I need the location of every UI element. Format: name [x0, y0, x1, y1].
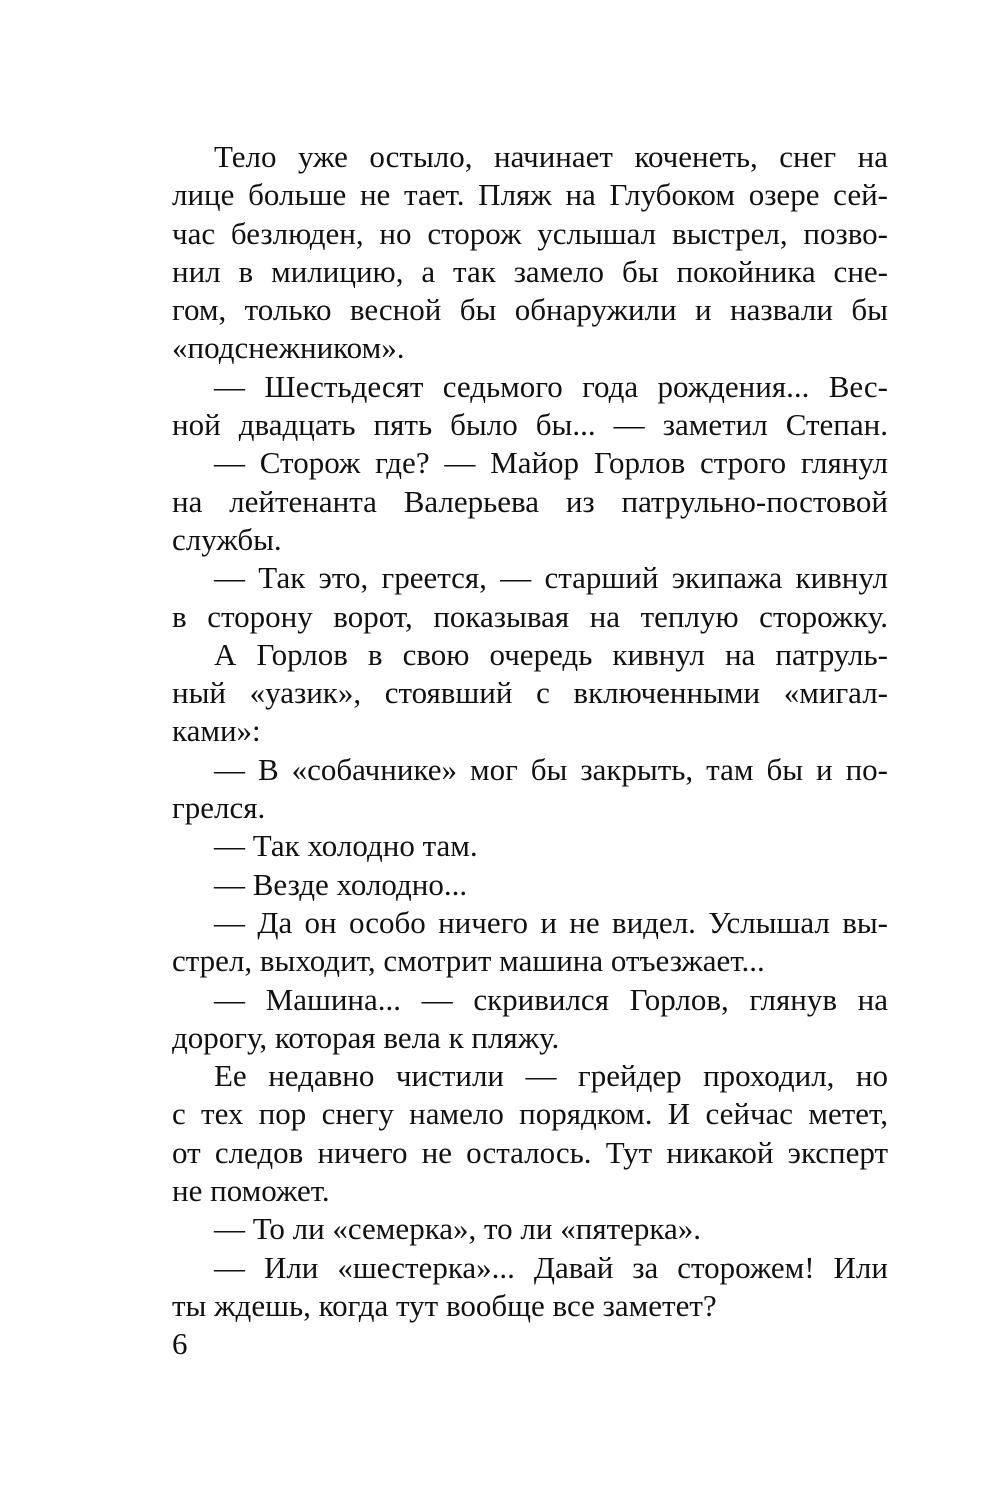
text-line: Ее недавно чистили — грейдер проходил, но	[214, 1058, 888, 1094]
text-line: грелся.	[172, 790, 266, 826]
text-line: — Да он особо ничего и не видел. Услышал вы-	[214, 904, 888, 940]
text-line: Тело уже остыло, начинает коченеть, снег на	[214, 139, 888, 174]
text-line: — Или «шестерка»... Давай за сторожем! Или	[214, 1249, 888, 1285]
text-line: службы.	[172, 521, 282, 557]
text-line: с тех пор снегу намело порядком. И сейчас метет,	[172, 1096, 888, 1132]
text-line: — Так это, греется, — старший экипажа кивнул	[214, 560, 888, 596]
text-body	[172, 138, 888, 1325]
text-line: — Сторож где? — Майор Горлов строго глянул	[214, 445, 888, 481]
text-line: гом, только весной бы обнаружили и назвали бы	[172, 292, 888, 328]
text-line: ты ждешь, когда тут вообще все заметет?	[172, 1287, 717, 1323]
text-line: от следов ничего не осталось. Тут никакой эксперт	[172, 1134, 888, 1170]
text-line: дорогу, которая вела к пляжу.	[172, 1019, 560, 1055]
text-line: ной двадцать пять было бы... — заметил Степан.	[172, 407, 888, 443]
text-line: — Шестьдесят седьмого года рождения... Вес-	[214, 368, 888, 404]
text-line: лице больше не тает. Пляж на Глубоком озере сей-	[172, 177, 888, 213]
text-line: — Машина... — скривился Горлов, глянув на	[214, 981, 888, 1017]
text-line: на лейтенанта Валерьева из патрульно-постовой	[172, 483, 888, 519]
page-number: 6	[172, 1326, 188, 1361]
text-line: — То ли «семерка», то ли «пятерка».	[214, 1211, 701, 1247]
text-line: ный «уазик», стоявший с включенными «мигал-	[172, 675, 888, 711]
text-line: нил в милицию, а так замело бы покойника сне-	[172, 253, 888, 289]
text-line: «подснежником».	[172, 330, 405, 366]
text-line: — Везде холодно...	[214, 866, 468, 902]
text-line: А Горлов в свою очередь кивнул на патруль-	[214, 636, 888, 672]
text-line: не поможет.	[172, 1173, 330, 1209]
text-line: стрел, выходит, смотрит машина отъезжает...	[172, 943, 765, 979]
text-line: — Так холодно там.	[214, 828, 478, 864]
text-line: час безлюден, но сторож услышал выстрел, позво-	[172, 215, 888, 251]
text-line: в сторону ворот, показывая на теплую сторожку.	[172, 598, 888, 634]
text-line: — В «собачнике» мог бы закрыть, там бы и по-	[214, 751, 888, 787]
text-line: ками»:	[172, 713, 261, 749]
